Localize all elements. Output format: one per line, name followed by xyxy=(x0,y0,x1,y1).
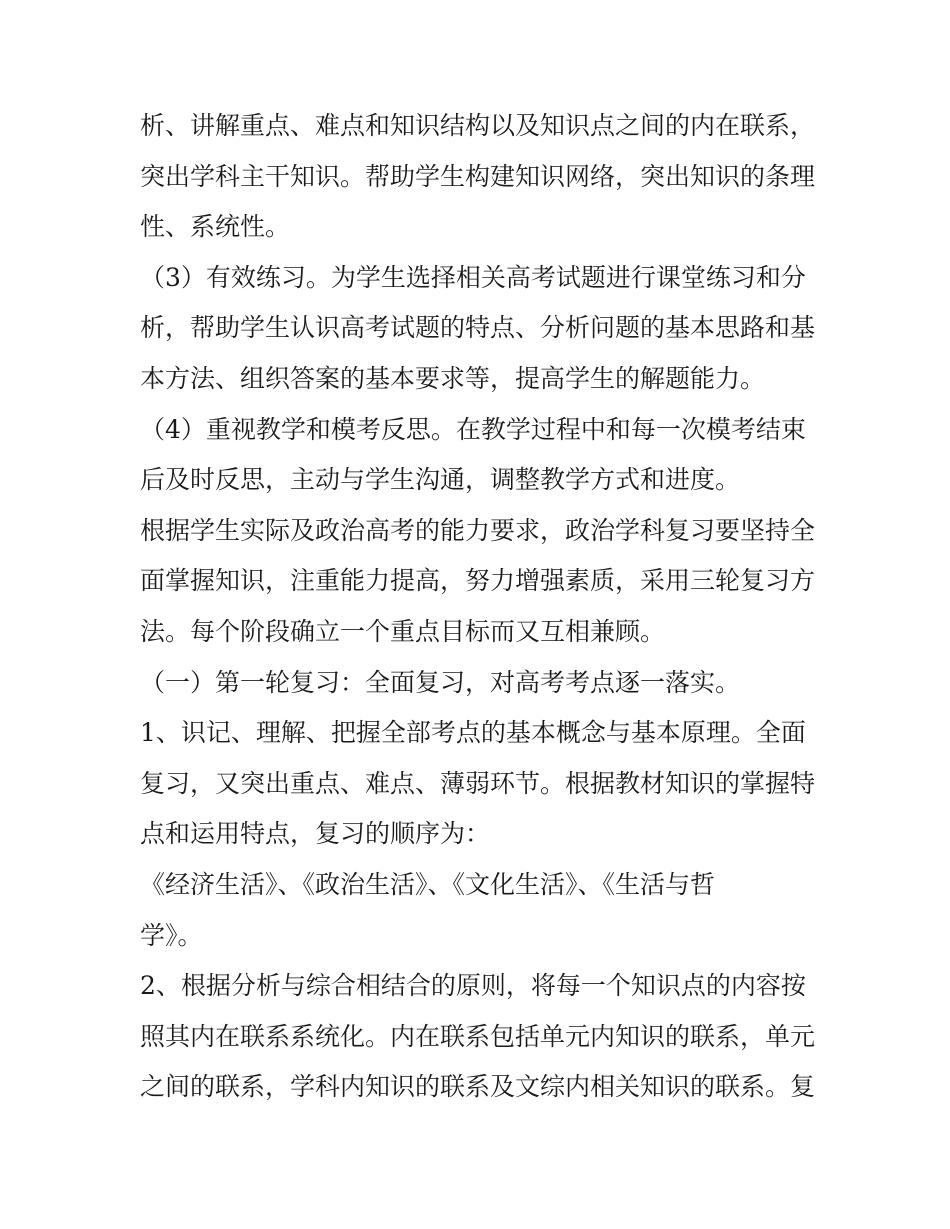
text-line: 《经济生活》、《政治生活》、《文化生活》、《生活与哲 xyxy=(140,869,716,899)
text-line: 析，帮助学生认识高考试题的特点、分析问题的基本思路和基 xyxy=(140,313,816,343)
text-line: 面掌握知识，注重能力提高，努力增强素质，采用三轮复习方 xyxy=(140,566,816,596)
text-line: （4）重视教学和模考反思。在教学过程中和每一次模考结束 xyxy=(140,414,806,444)
text-line: 1、识记、理解、把握全部考点的基本概念与基本原理。全面 xyxy=(140,718,806,748)
text-line: 学》。 xyxy=(140,920,203,950)
text-line: 突出学科主干知识。帮助学生构建知识网络，突出知识的条理 xyxy=(140,161,816,191)
text-line: （3）有效练习。为学生选择相关高考试题进行课堂练习和分 xyxy=(140,262,806,292)
text-line: 复习，又突出重点、难点、薄弱环节。根据教材知识的掌握特 xyxy=(140,768,816,798)
text-line: 根据学生实际及政治高考的能力要求，政治学科复习要坚持全 xyxy=(140,515,816,545)
body-text xyxy=(140,101,820,1113)
text-line: （一）第一轮复习：全面复习，对高考考点逐一落实。 xyxy=(140,667,741,697)
text-line: 法。每个阶段确立一个重点目标而又互相兼顾。 xyxy=(140,616,666,646)
text-line: 析、讲解重点、难点和知识结构以及知识点之间的内在联系， xyxy=(140,111,816,140)
text-line: 照其内在联系系统化。内在联系包括单元内知识的联系，单元 xyxy=(140,1021,816,1051)
text-line: 点和运用特点，复习的顺序为： xyxy=(140,819,491,849)
text-line: 后及时反思，主动与学生沟通，调整教学方式和进度。 xyxy=(140,465,741,495)
text-line: 本方法、组织答案的基本要求等，提高学生的解题能力。 xyxy=(140,363,766,393)
text-line: 之间的联系，学科内知识的联系及文综内相关知识的联系。复 xyxy=(140,1072,816,1102)
text-line: 2、根据分析与综合相结合的原则，将每一个知识点的内容按 xyxy=(140,971,806,1001)
text-line: 性、系统性。 xyxy=(140,212,291,242)
